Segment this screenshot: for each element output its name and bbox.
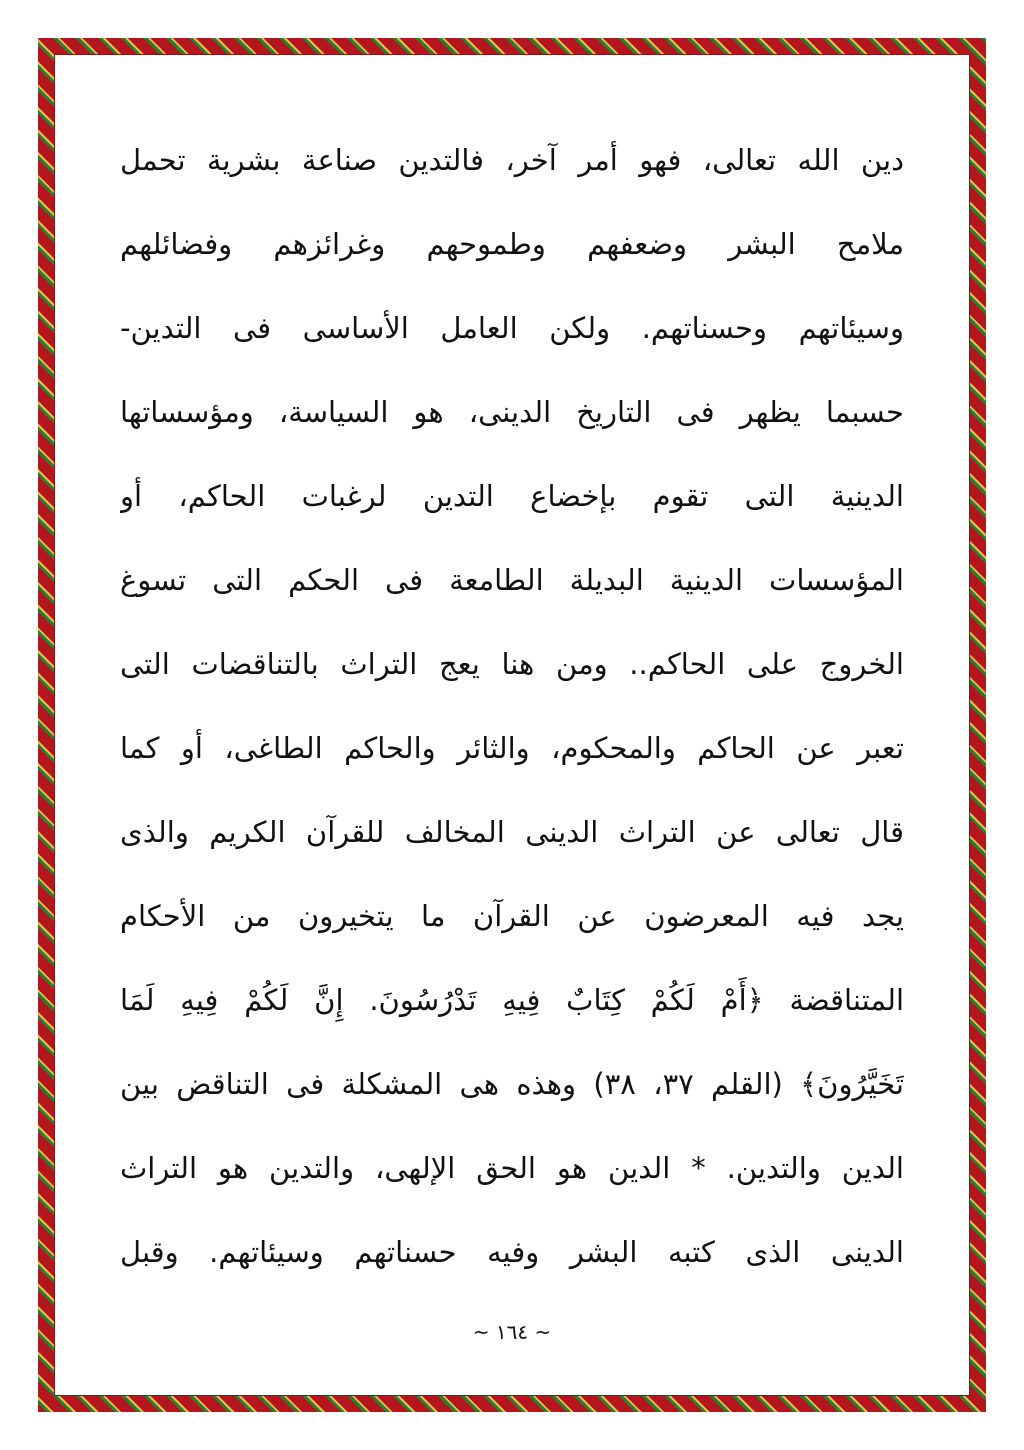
text-line-3: وسيئاتهم وحسناتهم. ولكن العامل الأساسى فى التدين-: [120, 311, 904, 345]
text-line-8: تعبر عن الحاكم والمحكوم، والثائر والحاكم الطاغى، أو كما: [120, 731, 904, 765]
text-line-4: حسبما يظهر فى التاريخ الدينى، هو السياسة، ومؤسساتها: [120, 395, 904, 429]
text-line-1: دين الله تعالى، فهو أمر آخر، فالتدين صناعة بشرية تحمل: [120, 143, 904, 177]
text-line-14: الدينى الذى كتبه البشر وفيه حسناتهم وسيئاتهم. وقبل: [120, 1235, 904, 1269]
text-line-7: الخروج على الحاكم.. ومن هنا يعج التراث بالتناقضات التى: [120, 647, 904, 681]
text-line-2: ملامح البشر وضعفهم وطموحهم وغرائزهم وفضائلهم: [120, 227, 904, 261]
text-line-5: الدينية التى تقوم بإخضاع التدين لرغبات الحاكم، أو: [120, 479, 904, 513]
text-line-12: تَخَيَّرُونَ﴾ (القلم ٣٧، ٣٨) وهذه هى المشكلة فى التناقض بين: [120, 1067, 904, 1101]
text-line-13: الدين والتدين. * الدين هو الحق الإلهى، والتدين هو التراث: [120, 1151, 904, 1185]
text-line-6: المؤسسات الدينية البديلة الطامعة فى الحكم التى تسوغ: [120, 563, 904, 597]
text-line-9: قال تعالى عن التراث الدينى المخالف للقرآن الكريم والذى: [120, 815, 904, 849]
body-text: [120, 124, 904, 1300]
text-line-11: المتناقضة ﴿أَمْ لَكُمْ كِتَابٌ فِيهِ تَدْرُسُونَ. إِنَّ لَكُمْ فِيهِ لَمَا: [120, 983, 904, 1017]
text-line-10: يجد فيه المعرضون عن القرآن ما يتخيرون من الأحكام: [120, 899, 904, 933]
page-number: ~ ١٦٤ ~: [472, 1320, 552, 1344]
